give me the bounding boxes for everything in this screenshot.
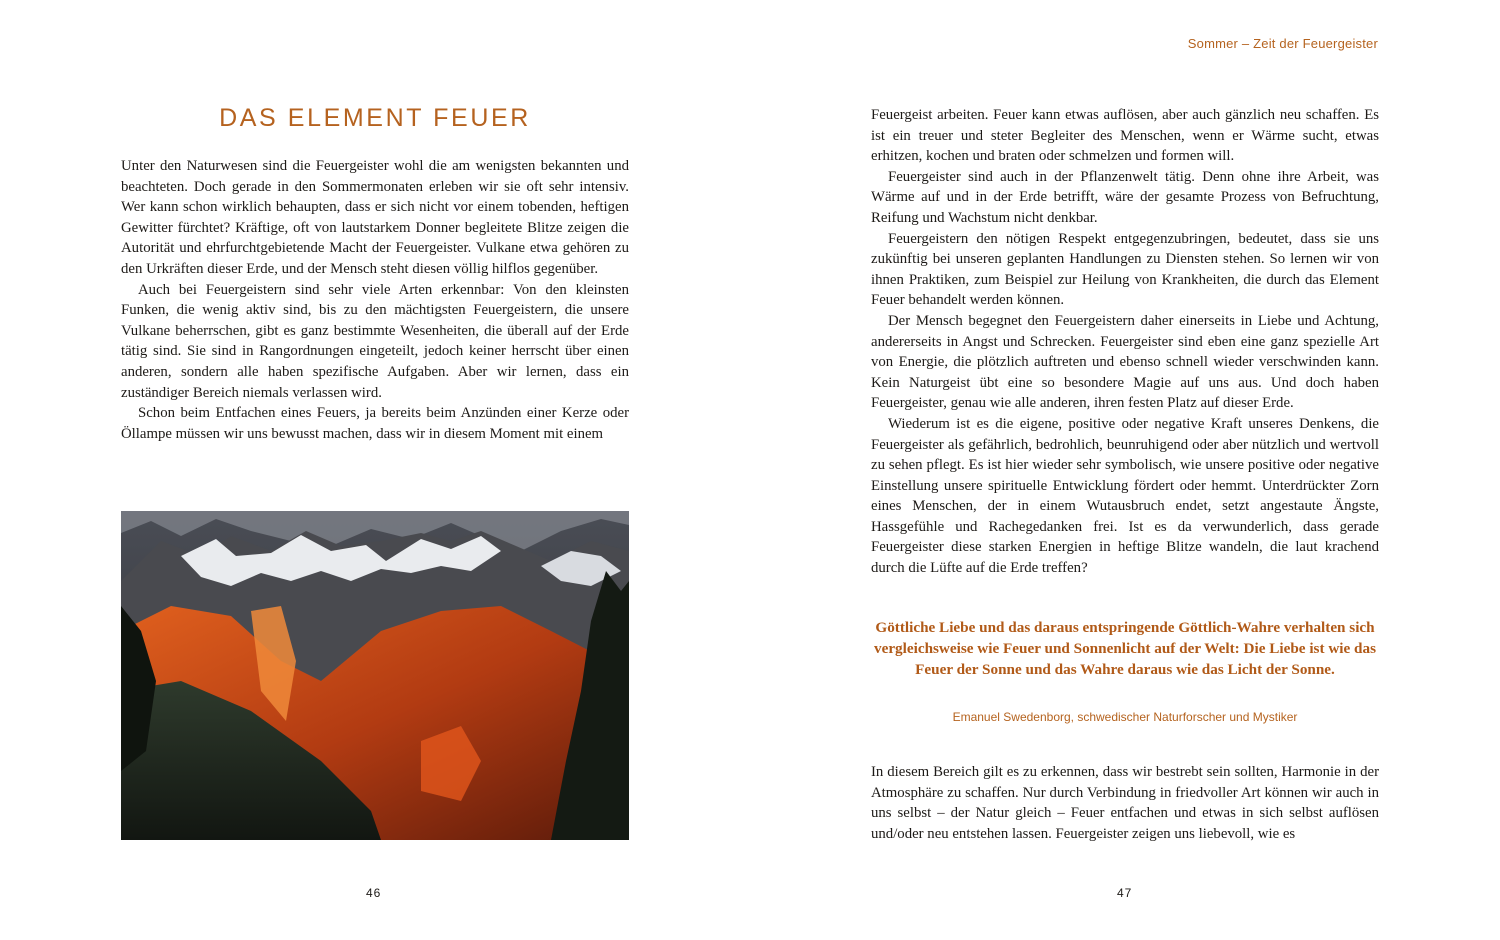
- paragraph: Unter den Naturwesen sind die Feuergeister wohl die am wenigsten bekannten und beachteten. Doch gerade in den Sommermonaten erleben wir sie oft sehr intensiv. Wer kann schon wirklich behaupten, dass er sich nicht vor einem tobenden, heftigen Gewitter fürchtet? Kräftige, oft von lautstarkem Donner begleitete Blitze zeigen die Autorität und ehrfurchtgebietende Macht der Feuergeister. Vulkane etwa gehören zu den Urkräften dieser Erde, und der Mensch steht diesen völlig hilflos gegenüber.: [121, 158, 629, 277]
- paragraph: Feuergeist arbeiten. Feuer kann etwas auflösen, aber auch gänzlich neu schaffen. Es ist ein treuer und steter Begleiter des Menschen, wenn er Wärme sucht, etwas erhitzen, kochen und braten oder schmelzen und formen will.: [871, 107, 1379, 165]
- paragraph: Feuergeistern den nötigen Respekt entgegenzubringen, bedeutet, dass sie uns zukünftig bei unseren geplanten Handlungen zu Diensten stehen. So lernen wir von ihnen Praktiken, zum Beispiel zur Heilung von Krankheiten, die durch das Element Feuer behandelt werden können.: [871, 230, 1379, 309]
- paragraph: Schon beim Entfachen eines Feuers, ja bereits beim Anzünden einer Kerze oder Öllampe müssen wir uns bewusst machen, dass wir in diesem Moment mit einem: [121, 405, 629, 442]
- paragraph: Der Mensch begegnet den Feuergeistern daher einerseits in Liebe und Achtung, andererseits in Angst und Schrecken. Feuergeister sind eben eine ganz spezielle Art von Energie, die plötzlich auftreten und ebenso schnell wieder verschwinden kann. Kein Naturgeist übt eine so besondere Magie auf uns aus. Und doch haben Feuergeister, genau wie alle anderen, ihren festen Platz auf dieser Erde.: [871, 312, 1379, 412]
- paragraph: Auch bei Feuergeistern sind sehr viele Arten erkennbar: Von den kleinsten Funken, die wenig aktiv sind, bis zu den mächtigsten Feuergeistern, die unsere Vulkane beherrschen, gibt es ganz bestimmte Wesenheiten, die überall auf der Erde tätig sind. Sie sind in Rangordnungen eingeteilt, jedoch keiner herrscht über einen anderen, sondern alle haben spezifische Aufgaben. Aber wir lernen, dass ein zuständiger Bereich niemals verlassen wird.: [121, 281, 629, 401]
- quote: Göttliche Liebe und das daraus entspringende Göttlich-Wahre verhalten sich vergleichsweise wie Feuer und Sonnenlicht auf der Welt: Die Liebe ist wie das Feuer der Sonne und das Wahre daraus wie das Licht der Sonne.: [873, 619, 1376, 678]
- page-number: 46: [366, 886, 382, 900]
- page-number: 47: [1117, 886, 1133, 900]
- quote-source: Emanuel Swedenborg, schwedischer Naturforscher und Mystiker: [952, 710, 1298, 724]
- paragraph: In diesem Bereich gilt es zu erkennen, dass wir bestrebt sein sollten, Harmonie in der Atmosphäre zu schaffen. Nur durch Verbindung in friedvoller Art können wir auch in uns selbst – der Natur gleich – Feuer entfachen und etwas in sich selbst auflösen und/oder neu entstehen lassen. Feuergeister zeigen uns liebevoll, wie es: [871, 764, 1379, 842]
- running-header: Sommer – Zeit der Feuergeister: [1187, 36, 1378, 51]
- chapter-title: DAS ELEMENT FEUER: [219, 104, 531, 132]
- right-body-text: [871, 105, 1379, 579]
- mountain-photo: [121, 511, 629, 840]
- left-body-text: [121, 156, 629, 468]
- paragraph: Feuergeister sind auch in der Pflanzenwelt tätig. Denn ohne ihre Arbeit, was Wärme auf und in der Erde betrifft, wäre der gesamte Prozess von Befruchtung, Reifung und Wachstum nicht denkbar.: [871, 168, 1379, 226]
- closing-body-text: [871, 762, 1379, 846]
- paragraph: Wiederum ist es die eigene, positive oder negative Kraft unseres Denkens, die Feuergeister als gefährlich, bedrohlich, beunruhigend oder aber nützlich und wertvoll zu sehen pflegt. Es ist hier wieder sehr symbolisch, wie unsere positive oder negative Einstellung unsere spirituelle Entwicklung fördert oder hemmt. Unterdrückter Zorn eines Menschen, der in einem Wutausbruch endet, setzt angestaute Ängste, Hassgefühle und Rachegedanken frei. Ist es da verwunderlich, dass gerade Feuergeister diese starken Energien in heftige Blitze wandeln, die laut krachend durch die Lüfte auf die Erde treffen?: [871, 415, 1379, 577]
- right-page: [750, 0, 1500, 940]
- mountain-photo-icon: [121, 511, 629, 840]
